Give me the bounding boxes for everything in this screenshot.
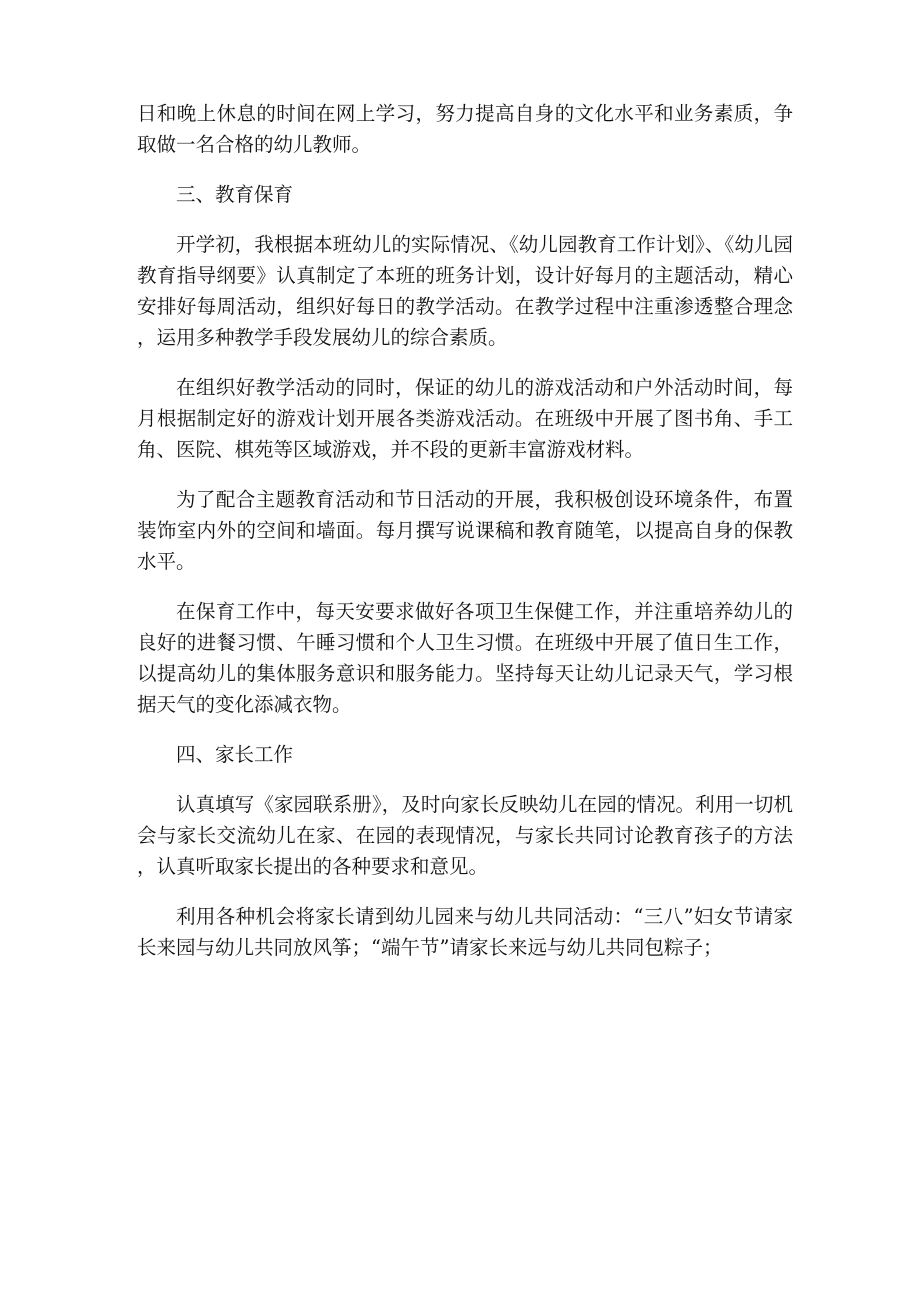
paragraph-environment-setup: 为了配合主题教育活动和节日活动的开展，我积极创设环境条件，布置装饰室内外的空间和墙面。每月撰写说课稿和教育随笔，以提高自身的保教水平。: [137, 488, 793, 573]
paragraph-home-school-contact: 认真填写《家园联系册》，及时向家长反映幼儿在园的情况。利用一切机会与家长交流幼儿在家、在园的表现情况，与家长共同讨论教育孩子的方法，认真听取家长提出的各种要求和意见。: [137, 793, 793, 878]
paragraph-care-work: 在保育工作中，每天安要求做好各项卫生保健工作，并注重培养幼儿的良好的进餐习惯、午睡习惯和个人卫生习惯。在班级中开展了值日生工作，以提高幼儿的集体服务意识和服务能力。坚持每天让幼儿记录天气，学习根据天气的变化添减衣物。: [137, 600, 793, 716]
paragraph-parent-activities: 利用各种机会将家长请到幼儿园来与幼儿共同活动：“三八”妇女节请家长来园与幼儿共同放风筝；“端午节”请家长来远与幼儿共同包粽子；: [137, 905, 793, 959]
paragraph-semester-plan: 开学初，我根据本班幼儿的实际情况、《幼儿园教育工作计划》、《幼儿园教育指导纲要》认真制定了本班的班务计划，设计好每月的主题活动，精心安排好每周活动，组织好每日的教学活动。在教学过程中注重渗透整合理念，运用多种教学手段发展幼儿的综合素质。: [137, 233, 793, 349]
paragraph-study-continuation: 日和晚上休息的时间在网上学习，努力提高自身的文化水平和业务素质，争取做一名合格的幼儿教师。: [137, 102, 793, 156]
paragraph-game-activities: 在组织好教学活动的同时，保证的幼儿的游戏活动和户外活动时间，每月根据制定好的游戏计划开展各类游戏活动。在班级中开展了图书角、手工角、医院、棋苑等区域游戏，并不段的更新丰富游戏材料。: [137, 376, 793, 461]
document-body: [137, 98, 793, 982]
section-heading-parent-work: 四、家长工作: [176, 743, 294, 766]
section-heading-education-care: 三、教育保育: [176, 183, 294, 206]
